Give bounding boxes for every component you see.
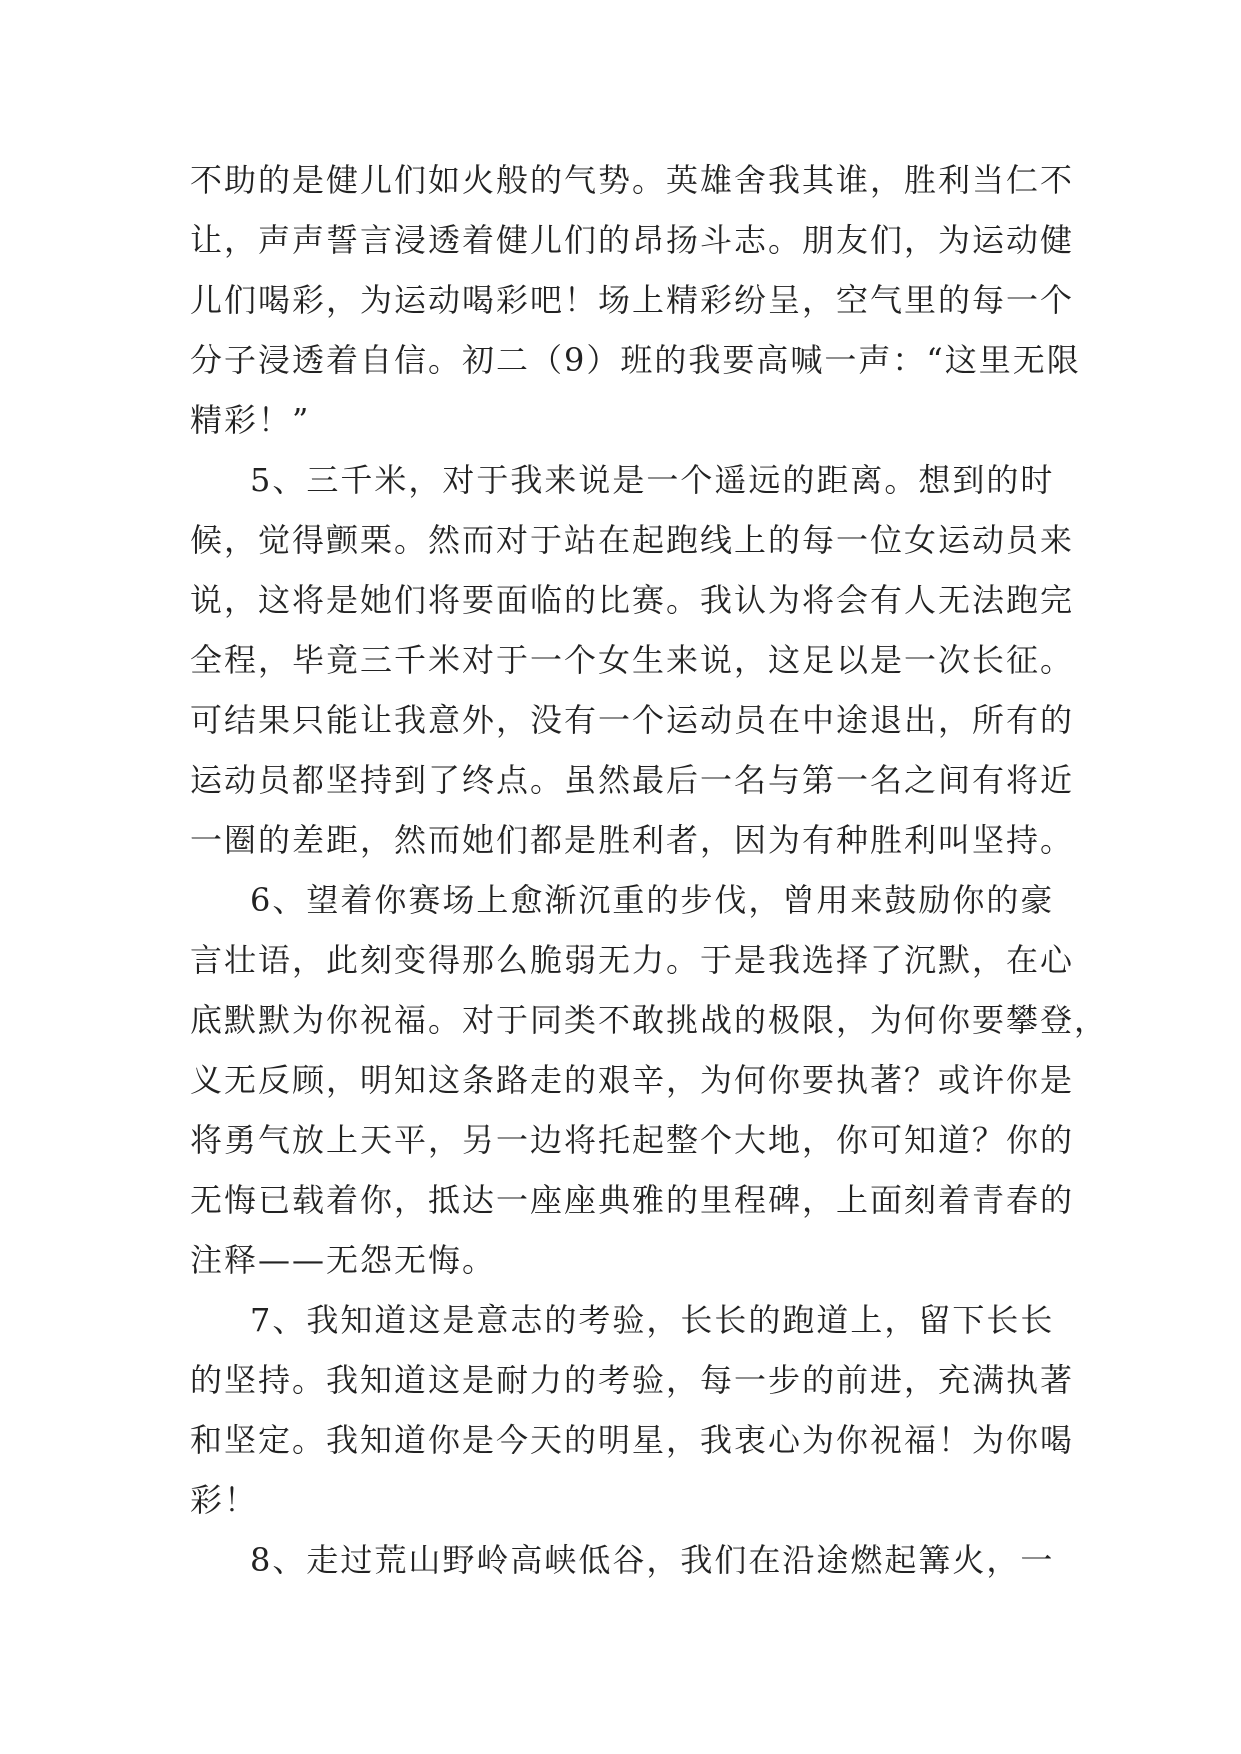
paragraph-8	[190, 1530, 1060, 1590]
text-line: 一圈的差距，然而她们都是胜利者，因为有种胜利叫坚持。	[190, 821, 1075, 859]
text-line: 儿们喝彩，为运动喝彩吧！场上精彩纷呈，空气里的每一个	[190, 281, 1075, 319]
paragraph-6	[190, 870, 1109, 1290]
text-line: 的坚持。我知道这是耐力的考验，每一步的前进，充满执著	[190, 1361, 1075, 1399]
text-line: 7、我知道这是意志的考验，长长的跑道上，留下长长	[250, 1301, 1055, 1339]
text-line: 彩！	[190, 1481, 259, 1519]
paragraph-5	[190, 450, 1075, 870]
text-line: 底默默为你祝福。对于同类不敢挑战的极限，为何你要攀登，	[190, 1001, 1109, 1039]
text-line: 义无反顾，明知这条路走的艰辛，为何你要执著？或许你是	[190, 1061, 1075, 1099]
text-line: 无悔已载着你，抵达一座座典雅的里程碑，上面刻着青春的	[190, 1181, 1075, 1219]
text-line: 和坚定。我知道你是今天的明星，我衷心为你祝福！为你喝	[190, 1421, 1075, 1459]
text-line: 注释——无怨无悔。	[190, 1241, 497, 1279]
text-line: 运动员都坚持到了终点。虽然最后一名与第一名之间有将近	[190, 761, 1075, 799]
text-line: 言壮语，此刻变得那么脆弱无力。于是我选择了沉默，在心	[190, 941, 1075, 979]
paragraph-7	[190, 1290, 1075, 1530]
text-line: 全程，毕竟三千米对于一个女生来说，这足以是一次长征。	[190, 641, 1075, 679]
text-line: 让，声声誓言浸透着健儿们的昂扬斗志。朋友们，为运动健	[190, 221, 1075, 259]
text-line: 可结果只能让我意外，没有一个运动员在中途退出，所有的	[190, 701, 1075, 739]
text-line: 5、三千米，对于我来说是一个遥远的距离。想到的时	[250, 461, 1055, 499]
text-line: 说，这将是她们将要面临的比赛。我认为将会有人无法跑完	[190, 581, 1075, 619]
text-line: 精彩！”	[190, 401, 311, 439]
text-line: 不助的是健儿们如火般的气势。英雄舍我其谁，胜利当仁不	[190, 161, 1075, 199]
text-line: 6、望着你赛场上愈渐沉重的步伐，曾用来鼓励你的豪	[250, 881, 1055, 919]
text-line: 候，觉得颤栗。然而对于站在起跑线上的每一位女运动员来	[190, 521, 1075, 559]
document-body	[190, 150, 1109, 1590]
text-line: 分子浸透着自信。初二（9）班的我要高喊一声：“这里无限	[190, 341, 1081, 379]
text-line: 8、走过荒山野岭高峡低谷，我们在沿途燃起篝火，一	[250, 1541, 1055, 1579]
paragraph-continued	[190, 150, 1081, 450]
text-line: 将勇气放上天平，另一边将托起整个大地，你可知道？你的	[190, 1121, 1075, 1159]
